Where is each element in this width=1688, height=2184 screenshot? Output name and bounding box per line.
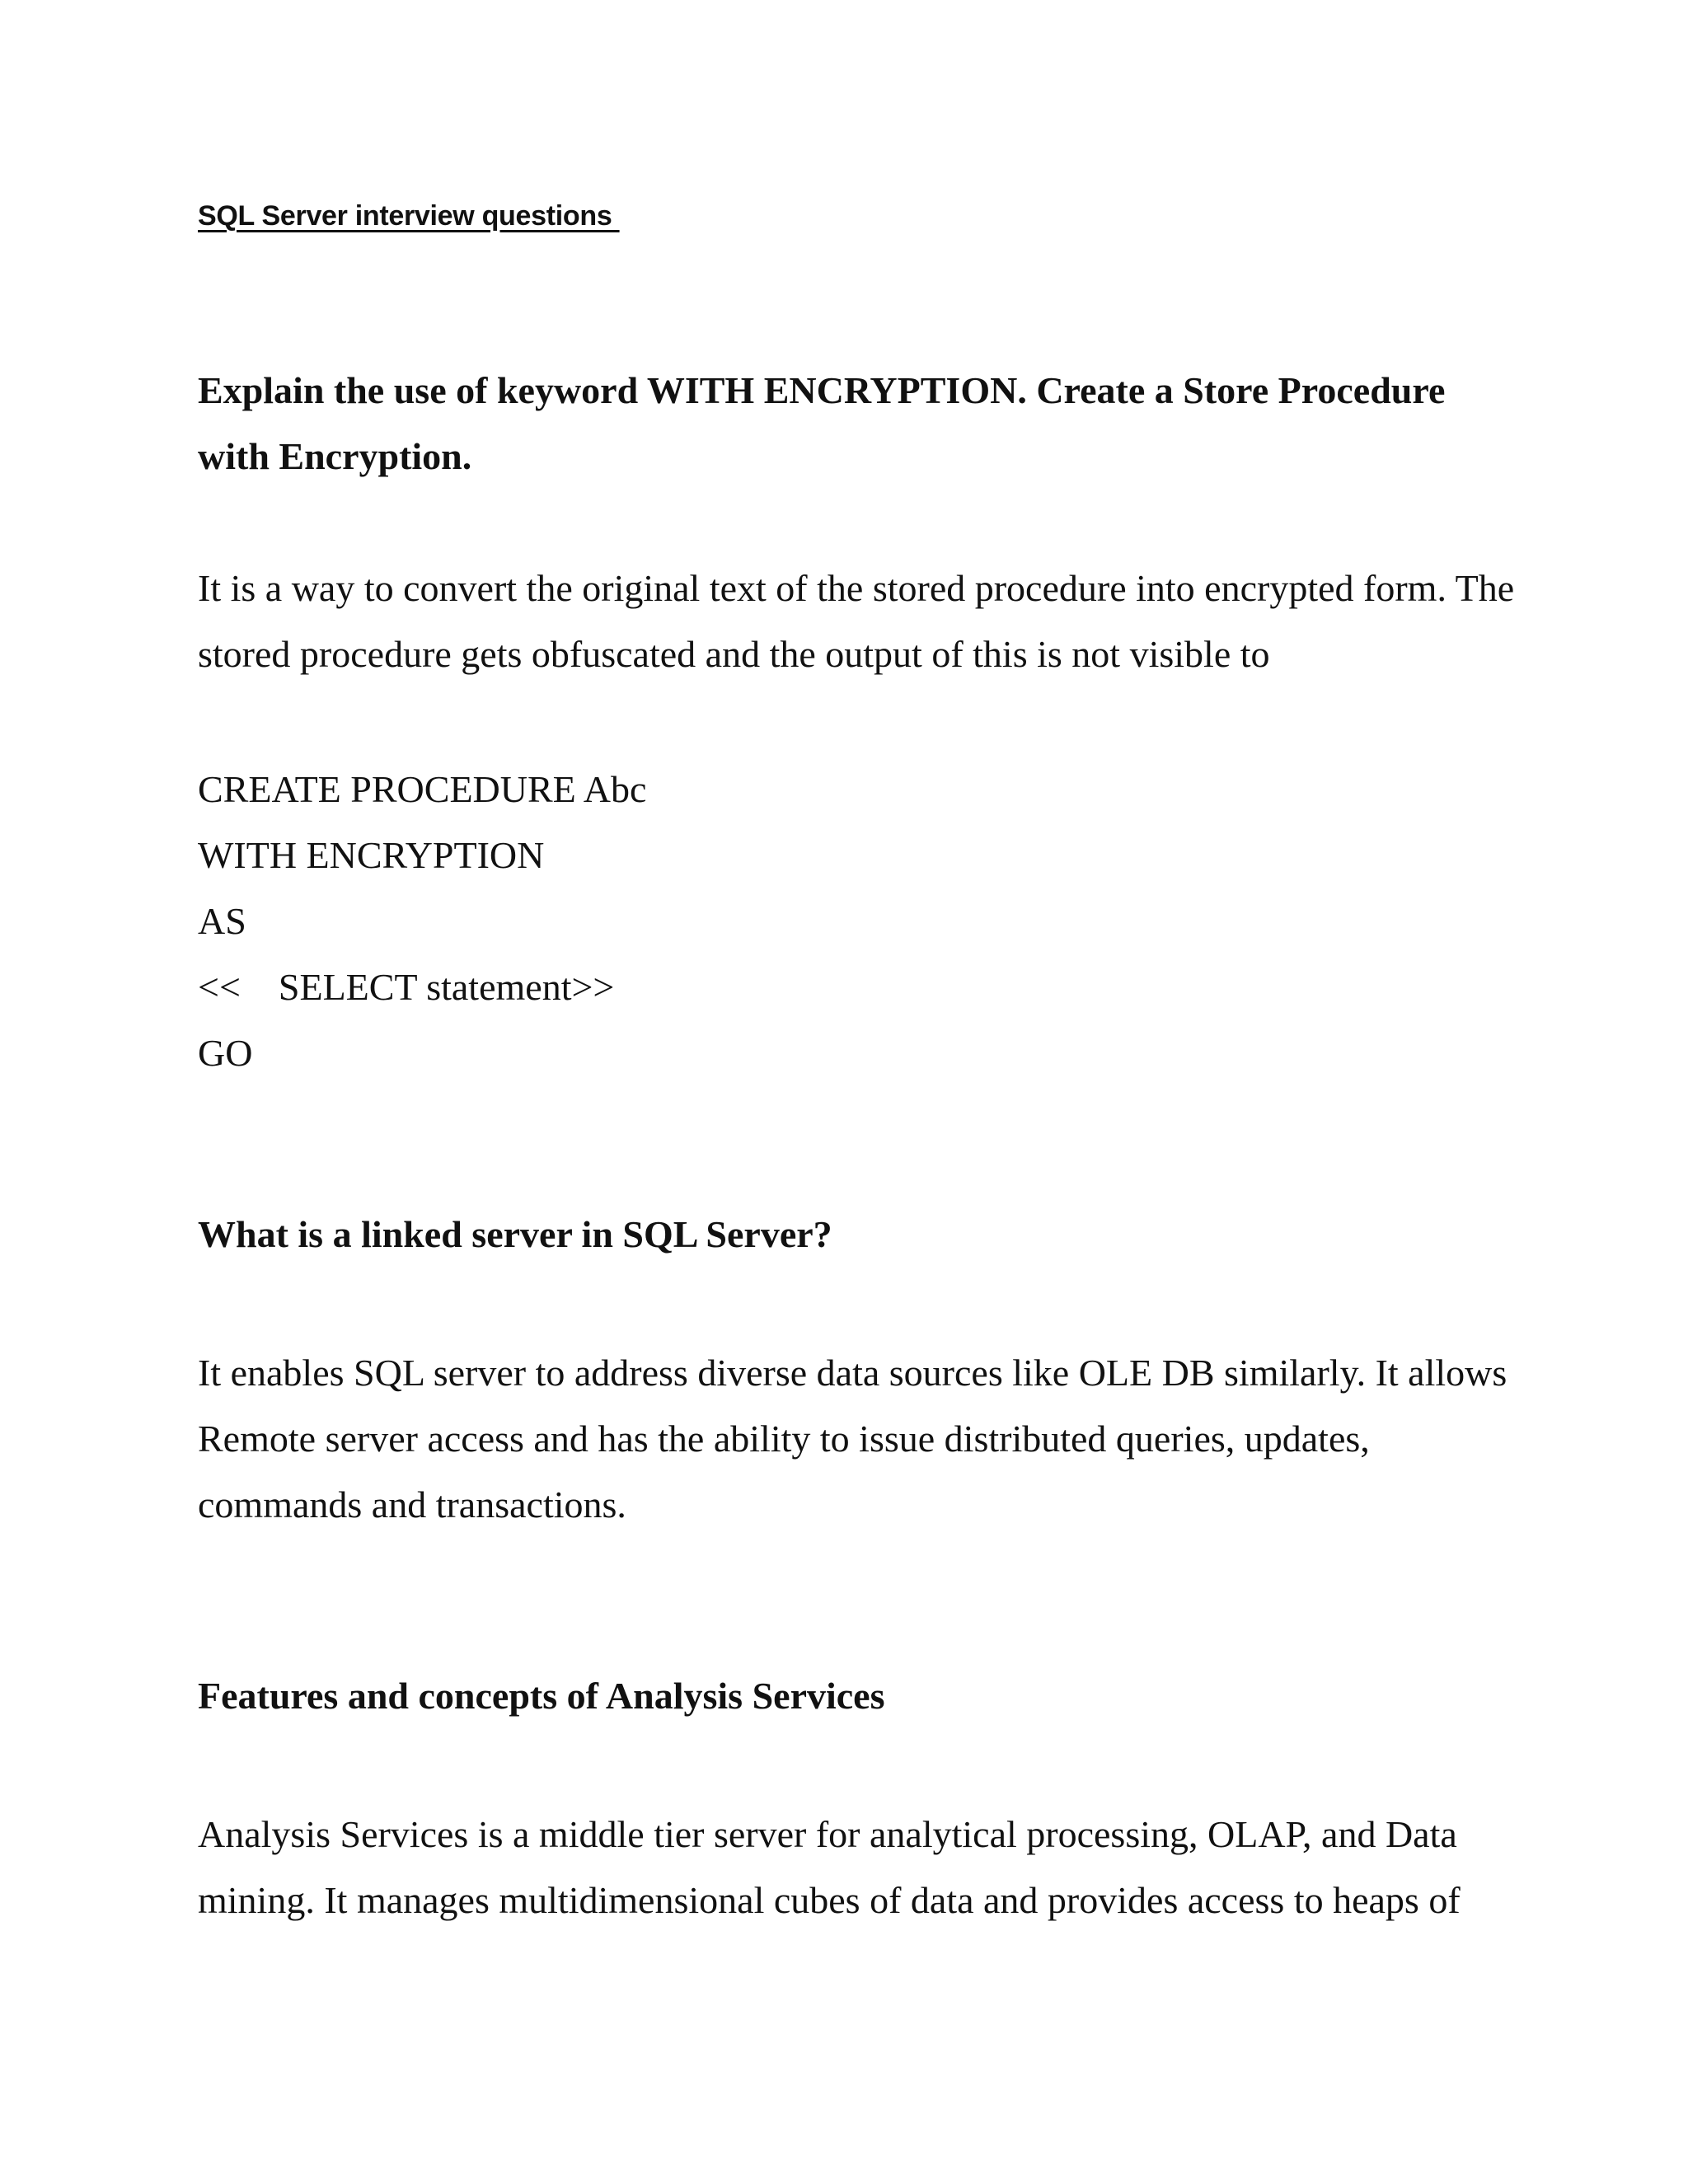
code-line: WITH ENCRYPTION (198, 834, 545, 876)
question-heading-linked-server: What is a linked server in SQL Server? (198, 1213, 832, 1255)
code-line: CREATE PROCEDURE Abc (198, 768, 647, 810)
code-line: << SELECT statement>> (198, 966, 615, 1008)
code-example (198, 757, 646, 1086)
question-heading-analysis-services: Features and concepts of Analysis Services (198, 1675, 885, 1717)
document-title: SQL Server interview questions (198, 200, 620, 232)
code-line: AS (198, 900, 246, 942)
answer-with-encryption: It is a way to convert the original text of the stored procedure into encrypted form. The stored procedure gets obfuscated and the output of this is not visible to (198, 567, 1515, 675)
question-heading-with-encryption: Explain the use of keyword WITH ENCRYPTION. Create a Store Procedure with Encryption. (198, 369, 1446, 477)
code-line: GO (198, 1032, 253, 1074)
answer-analysis-services: Analysis Services is a middle tier server for analytical processing, OLAP, and Data mining. It manages multidimensional cubes of data and provides access to heaps of (198, 1813, 1461, 1921)
answer-linked-server: It enables SQL server to address diverse data sources like OLE DB similarly. It allows Remote server access and has the ability to issue distributed queries, updates, commands and transactions. (198, 1352, 1507, 1526)
